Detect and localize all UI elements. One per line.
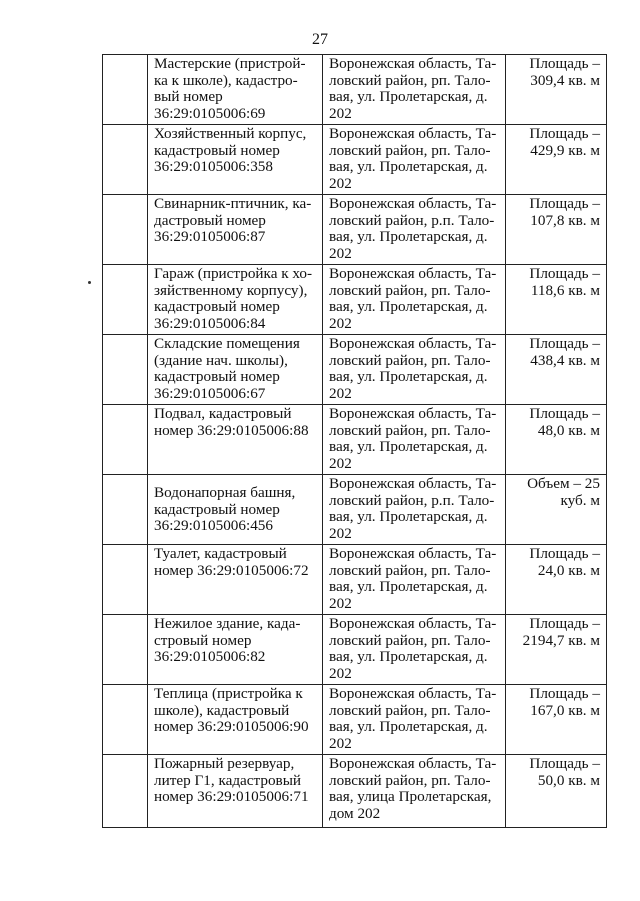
row-number-cell: [103, 685, 148, 755]
object-name: Теплица (пристройка к школе), кадастровый номер 36:29:0105006:90: [154, 685, 309, 735]
object-name-cell: [148, 475, 323, 545]
row-number-cell: [103, 265, 148, 335]
object-address: Воронежская область, Та- ловский район, рп. Тало- вая, ул. Пролетарская, д. 202: [329, 615, 497, 682]
object-area: Площадь – 107,8 кв. м: [529, 195, 600, 229]
table-row: [103, 615, 607, 685]
object-area: Площадь – 118,6 кв. м: [529, 265, 600, 299]
table-row: [103, 685, 607, 755]
object-name-cell: [148, 755, 323, 828]
row-number-cell: [103, 405, 148, 475]
object-area: Площадь – 48,0 кв. м: [529, 405, 600, 439]
row-number-cell: [103, 195, 148, 265]
object-name-cell: [148, 545, 323, 615]
object-name: Хозяйственный корпус, кадастровый номер 36:29:0105006:358: [154, 125, 307, 175]
object-address: Воронежская область, Та- ловский район, р.п. Тало- вая, ул. Пролетарская, д. 202: [329, 475, 497, 542]
object-area: Площадь – 24,0 кв. м: [529, 545, 600, 579]
object-name-cell: [148, 125, 323, 195]
object-area: Площадь – 50,0 кв. м: [529, 755, 600, 789]
address-cell: [323, 195, 506, 265]
address-cell: [323, 755, 506, 828]
table-row: [103, 335, 607, 405]
area-cell: [506, 755, 607, 828]
page-number: 27: [312, 31, 328, 48]
address-cell: [323, 545, 506, 615]
object-name-cell: [148, 335, 323, 405]
object-name: Свинарник-птичник, ка- дастровый номер 36:29:0105006:87: [154, 195, 312, 245]
table-row: [103, 55, 607, 125]
object-address: Воронежская область, Та- ловский район, рп. Тало- вая, улица Пролетарская, дом 202: [329, 755, 497, 822]
area-cell: [506, 545, 607, 615]
object-name-cell: [148, 55, 323, 125]
object-address: Воронежская область, Та- ловский район, рп. Тало- вая, ул. Пролетарская, д. 202: [329, 265, 497, 332]
table-row: [103, 195, 607, 265]
table-row: [103, 405, 607, 475]
row-number-cell: [103, 545, 148, 615]
row-number-cell: [103, 755, 148, 828]
object-name-cell: [148, 405, 323, 475]
object-area: Площадь – 2194,7 кв. м: [522, 615, 600, 649]
object-name-cell: [148, 195, 323, 265]
object-name: Водонапорная башня, кадастровый номер 36:29:0105006:456: [154, 484, 296, 535]
address-cell: [323, 125, 506, 195]
object-name: Нежилое здание, када- стровый номер 36:29:0105006:82: [154, 615, 301, 665]
object-area: Площадь – 309,4 кв. м: [529, 55, 600, 89]
object-address: Воронежская область, Та- ловский район, рп. Тало- вая, ул. Пролетарская, д. 202: [329, 405, 497, 472]
object-area: Площадь – 438,4 кв. м: [529, 335, 600, 369]
row-number-cell: [103, 125, 148, 195]
row-number-cell: [103, 615, 148, 685]
address-cell: [323, 55, 506, 125]
table-row: [103, 545, 607, 615]
address-cell: [323, 685, 506, 755]
object-address: Воронежская область, Та- ловский район, рп. Тало- вая, ул. Пролетарская, д. 202: [329, 685, 497, 752]
table-row: [103, 265, 607, 335]
stray-dot-mark: [88, 281, 91, 284]
object-name: Туалет, кадастровый номер 36:29:0105006:72: [154, 545, 309, 579]
object-address: Воронежская область, Та- ловский район, рп. Тало- вая, ул. Пролетарская, д. 202: [329, 545, 497, 612]
object-area: Площадь – 167,0 кв. м: [529, 685, 600, 719]
object-address: Воронежская область, Та- ловский район, рп. Тало- вая, ул. Пролетарская, д. 202: [329, 335, 497, 402]
object-address: Воронежская область, Та- ловский район, р.п. Тало- вая, ул. Пролетарская, д. 202: [329, 195, 497, 262]
area-cell: [506, 405, 607, 475]
address-cell: [323, 405, 506, 475]
object-address: Воронежская область, Та- ловский район, рп. Тало- вая, ул. Пролетарская, д. 202: [329, 125, 497, 192]
area-cell: [506, 265, 607, 335]
address-cell: [323, 335, 506, 405]
object-area: Площадь – 429,9 кв. м: [529, 125, 600, 159]
object-name: Гараж (пристройка к хо- зяйственному корпусу), кадастровый номер 36:29:0105006:84: [154, 265, 313, 332]
table-row: [103, 475, 607, 545]
property-table: [102, 54, 607, 828]
address-cell: [323, 475, 506, 545]
area-cell: [506, 615, 607, 685]
object-name-cell: [148, 685, 323, 755]
object-name: Пожарный резервуар, литер Г1, кадастровый номер 36:29:0105006:71: [154, 755, 309, 805]
area-cell: [506, 475, 607, 545]
address-cell: [323, 265, 506, 335]
address-cell: [323, 615, 506, 685]
object-name: Складские помещения (здание нач. школы), кадастровый номер 36:29:0105006:67: [154, 335, 300, 402]
area-cell: [506, 195, 607, 265]
property-table-body: [103, 55, 607, 828]
object-name-cell: [148, 265, 323, 335]
object-name: Подвал, кадастровый номер 36:29:0105006:88: [154, 405, 309, 439]
object-name: Мастерские (пристрой- ка к школе), кадастро- вый номер 36:29:0105006:69: [154, 55, 306, 122]
object-area: Объем – 25 куб. м: [527, 475, 600, 509]
table-row: [103, 125, 607, 195]
object-address: Воронежская область, Та- ловский район, рп. Тало- вая, ул. Пролетарская, д. 202: [329, 55, 497, 122]
area-cell: [506, 335, 607, 405]
area-cell: [506, 685, 607, 755]
row-number-cell: [103, 335, 148, 405]
table-row: [103, 755, 607, 828]
row-number-cell: [103, 475, 148, 545]
row-number-cell: [103, 55, 148, 125]
object-name-cell: [148, 615, 323, 685]
area-cell: [506, 55, 607, 125]
area-cell: [506, 125, 607, 195]
